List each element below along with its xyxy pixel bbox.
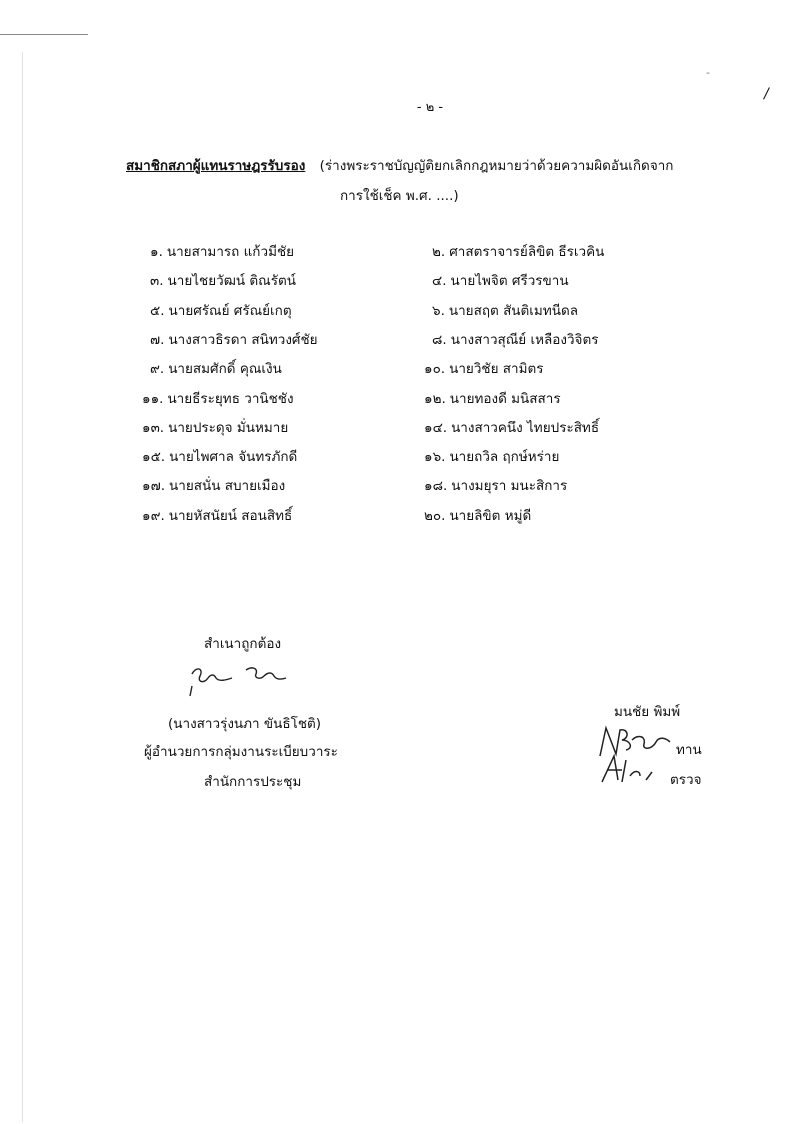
member-item — [142, 445, 297, 467]
proofread-label: ทาน — [676, 742, 702, 758]
certifier-name: (นางสาวรุ่งนภา ขันธิโชติ) — [168, 716, 322, 732]
member-name: นายหัสนัยน์ สอนสิทธิ์ — [168, 507, 293, 524]
committee-title: สมาชิกสภาผู้แทนราษฎรรับรอง — [126, 158, 306, 174]
member-item — [424, 357, 544, 379]
certifier-office: สำนักการประชุม — [204, 774, 302, 790]
scan-edge-shadow — [22, 52, 23, 1122]
member-number: ๑๗. — [142, 478, 166, 495]
member-name: นายศรัณย์ ศรัณย์เกตุ — [168, 302, 292, 319]
member-name: นางสาวคนึง ไทยประสิทธิ์ — [451, 419, 600, 436]
member-number: ๑๕. — [142, 449, 166, 466]
member-name: นายสฤต สันติเมทนีดล — [448, 302, 578, 319]
member-item — [150, 299, 292, 321]
member-name: นายไพศาล จันทรภักดี — [169, 449, 298, 466]
member-item — [150, 269, 296, 291]
member-item — [150, 328, 318, 350]
typist-name: มนชัย พิมพ์ — [614, 704, 681, 720]
member-item — [150, 357, 282, 379]
member-name: นางมยุรา มนะสิการ — [451, 478, 568, 495]
certified-label: สำเนาถูกต้อง — [204, 636, 282, 652]
member-number: ๑๐. — [424, 361, 446, 378]
member-number: ๑๖. — [424, 449, 446, 466]
member-number: ๒. — [432, 244, 446, 260]
member-number: ๔. — [432, 273, 447, 290]
member-number: ๕. — [150, 302, 165, 319]
member-item — [142, 416, 288, 438]
member-item — [432, 328, 598, 350]
member-item — [142, 474, 285, 496]
member-number: ๑๑. — [142, 390, 164, 407]
member-item — [424, 504, 531, 526]
member-name: ศาสตราจารย์ลิขิต ธีรเวคิน — [449, 244, 605, 260]
member-name: นางสาวสุณีย์ เหลืองวิจิตร — [450, 331, 599, 348]
check-label: ตรวจ — [670, 772, 702, 788]
member-item — [432, 299, 578, 321]
checker-initials — [598, 752, 668, 786]
member-name: นายสมศักดิ์ คุณเงิน — [168, 361, 282, 378]
member-number: ๑๒. — [424, 390, 446, 407]
member-item — [424, 416, 599, 438]
member-name: นายวิชัย สามิตร — [449, 361, 544, 378]
scan-dash-mark: - — [706, 66, 710, 79]
member-name: นายถวิล ฤกษ์หร่าย — [449, 449, 560, 466]
member-item — [142, 387, 294, 409]
member-name: นายสนั่น สบายเมือง — [169, 478, 286, 495]
scan-edge-line — [0, 34, 88, 35]
member-number: ๑๘. — [424, 478, 448, 495]
member-item — [432, 269, 569, 291]
member-number: ๑๓. — [142, 419, 165, 436]
certifier-position: ผู้อำนวยการกลุ่มงานระเบียบวาระ — [144, 744, 338, 760]
member-item — [424, 387, 561, 409]
page-number: - ๒ - — [416, 100, 444, 115]
member-name: นายประดุจ มั่นหมาย — [168, 419, 289, 436]
member-item — [432, 240, 604, 262]
member-name: นายธีระยุทธ วานิชชัง — [167, 390, 294, 407]
member-number: ๓. — [150, 273, 164, 290]
member-name: นายลิขิต หมู่ดี — [449, 507, 532, 524]
member-name: นายทองดี มนิสสาร — [449, 390, 561, 407]
heading-line-1 — [126, 154, 673, 176]
member-number: ๑. — [150, 244, 163, 260]
bill-title-part1: (ร่างพระราชบัญญัติยกเลิกกฎหมายว่าด้วยความผิดอันเกิดจาก — [319, 158, 674, 174]
member-name: นายไชยวัฒน์ ติณรัตน์ — [167, 273, 296, 290]
member-item — [424, 445, 559, 467]
bill-title-part2: การใช้เช็ค พ.ศ. ....) — [340, 188, 459, 204]
member-name: นายสามารถ แก้วมีชัย — [166, 244, 295, 260]
member-number: ๗. — [150, 331, 165, 348]
member-number: ๑๙. — [142, 507, 165, 524]
member-item — [142, 504, 292, 526]
member-number: ๒๐. — [424, 507, 446, 524]
member-number: ๖. — [432, 302, 445, 319]
member-name: นายไพจิต ศรีวรขาน — [450, 273, 569, 290]
member-item — [424, 474, 567, 496]
member-number: ๘. — [432, 331, 447, 348]
member-number: ๑๔. — [424, 419, 448, 436]
member-number: ๙. — [150, 361, 165, 378]
corner-mark: / — [764, 86, 769, 102]
member-name: นางสาวธิรดา สนิทวงศ์ชัย — [168, 331, 318, 348]
member-item — [150, 240, 294, 262]
certifier-signature — [184, 656, 314, 700]
